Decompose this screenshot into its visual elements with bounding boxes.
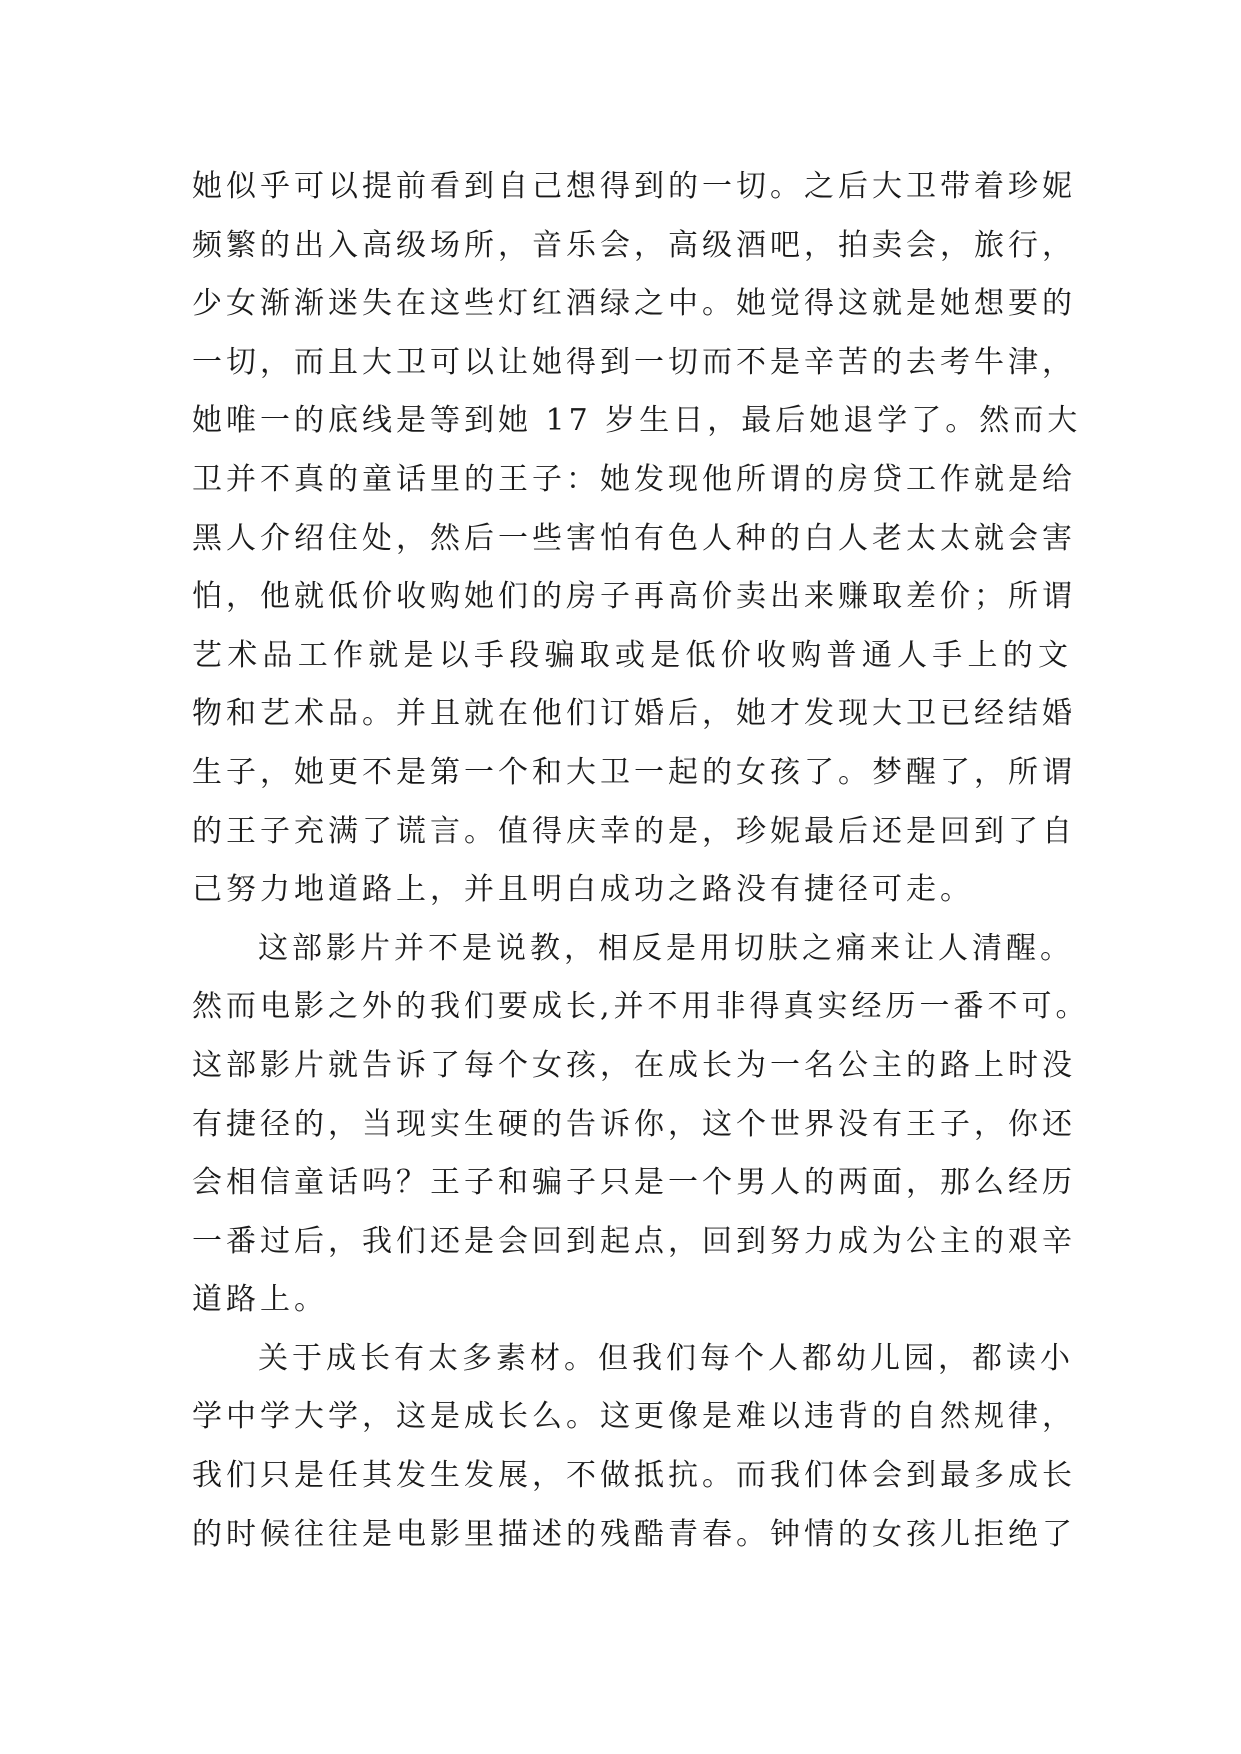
text-line: 有捷径的，当现实生硬的告诉你，这个世界没有王子，你还 [192,1106,1076,1142]
text-line: 的时候往往是电影里描述的残酷青春。钟情的女孩儿拒绝了 [192,1516,1076,1552]
text-line: 她唯一的底线是等到她 17 岁生日，最后她退学了。然而大 [192,403,1082,439]
text-line: 卫并不真的童话里的王子：她发现他所谓的房贷工作就是给 [192,461,1076,497]
body-text [192,158,1090,1564]
text-line: 然而电影之外的我们要成长,并不用非得真实经历一番不可。 [192,989,1090,1025]
text-line: 我们只是任其发生发展，不做抵抗。而我们体会到最多成长 [192,1458,1076,1494]
text-line: 物和艺术品。并且就在他们订婚后，她才发现大卫已经结婚 [192,696,1076,732]
text-line: 道路上。 [192,1282,328,1318]
text-line: 少女渐渐迷失在这些灯红酒绿之中。她觉得这就是她想要的 [192,286,1076,322]
text-line: 会相信童话吗？王子和骗子只是一个男人的两面，那么经历 [192,1165,1076,1201]
text-line: 己努力地道路上，并且明白成功之路没有捷径可走。 [192,872,974,908]
text-line: 频繁的出入高级场所，音乐会，高级酒吧，拍卖会，旅行， [192,227,1076,263]
text-line: 一切，而且大卫可以让她得到一切而不是辛苦的去考牛津， [192,344,1076,380]
text-line: 怕，他就低价收购她们的房子再高价卖出来赚取差价；所谓 [192,579,1076,615]
text-line: 黑人介绍住处，然后一些害怕有色人种的白人老太太就会害 [192,520,1076,556]
text-line: 她似乎可以提前看到自己想得到的一切。之后大卫带着珍妮 [192,169,1076,204]
text-line: 这部影片就告诉了每个女孩，在成长为一名公主的路上时没 [192,1047,1076,1083]
text-line: 生子，她更不是第一个和大卫一起的女孩了。梦醒了，所谓 [192,754,1076,790]
text-line: 的王子充满了谎言。值得庆幸的是，珍妮最后还是回到了自 [192,813,1076,849]
text-line: 艺术品工作就是以手段骗取或是低价收购普通人手上的文 [192,637,1072,673]
text-line: 学中学大学，这是成长么。这更像是难以违背的自然规律， [192,1399,1076,1435]
text-line: 关于成长有太多素材。但我们每个人都幼儿园，都读小 [258,1340,1074,1376]
text-line: 一番过后，我们还是会回到起点，回到努力成为公主的艰辛 [192,1223,1076,1259]
text-line: 这部影片并不是说教，相反是用切肤之痛来让人清醒。 [258,930,1074,966]
